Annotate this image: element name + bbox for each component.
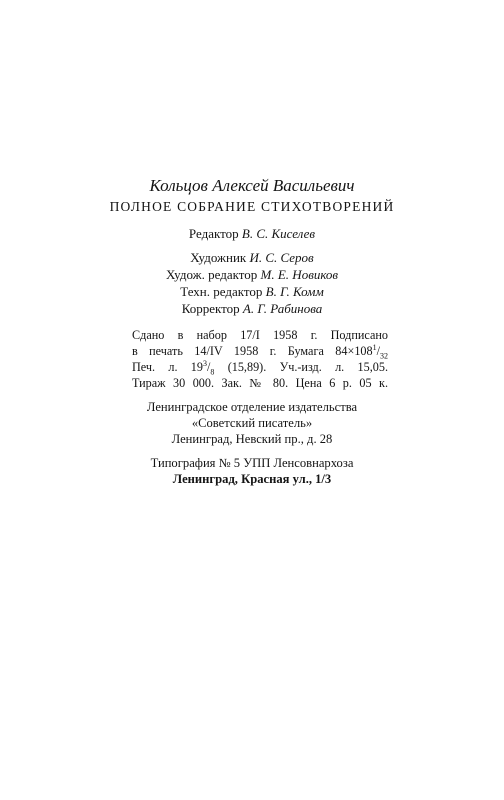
artist-role: Художник (190, 250, 247, 265)
proofreader-role: Корректор (181, 301, 240, 316)
proofreader-name: А. Г. Рабинова (242, 301, 323, 316)
art-editor-role: Худож. редактор (165, 267, 258, 282)
print-line-1: Сдано в набор 17/I 1958 г. Подписано (132, 328, 388, 342)
typography-line-1: Типография № 5 УПП Ленсовнархоза (150, 456, 354, 470)
proofreader-line (120, 301, 384, 317)
art-editor-line (120, 267, 384, 283)
artist-name: И. С. Серов (249, 250, 314, 265)
tech-editor-role: Техн. редактор (180, 284, 263, 299)
tech-editor-name: В. Г. Комм (265, 284, 324, 299)
print-line-4: Тираж 30 000. Зак. № 80. Цена 6 р. 05 к. (132, 376, 388, 390)
editor-line (120, 226, 384, 242)
typography-line-2: Ленинград, Красная ул., 1/3 (172, 472, 332, 486)
editor-role: Редактор (188, 226, 239, 241)
editor-name: В. С. Киселев (241, 226, 316, 241)
publisher-line-1: Ленинградское отделение издательства (146, 400, 358, 414)
print-line-2: в печать 14/IV 1958 г. Бумага $84\times 108^1/_{32}$ (132, 342, 388, 361)
print-line-3: Печ. л. $19^3/_8$ (15,89). Уч.-изд. л. 15,05. (132, 358, 388, 377)
artist-line (120, 250, 384, 266)
tech-editor-line (120, 284, 384, 300)
art-editor-name: М. Е. Новиков (260, 267, 339, 282)
publisher-line-3: Ленинград, Невский пр., д. 28 (171, 432, 333, 446)
publisher-line-2: «Советский писатель» (191, 416, 313, 430)
book-title: ПОЛНОЕ СОБРАНИЕ СТИХОТВОРЕНИЙ (109, 199, 395, 214)
book-author: Кольцов Алексей Васильевич (149, 176, 355, 195)
